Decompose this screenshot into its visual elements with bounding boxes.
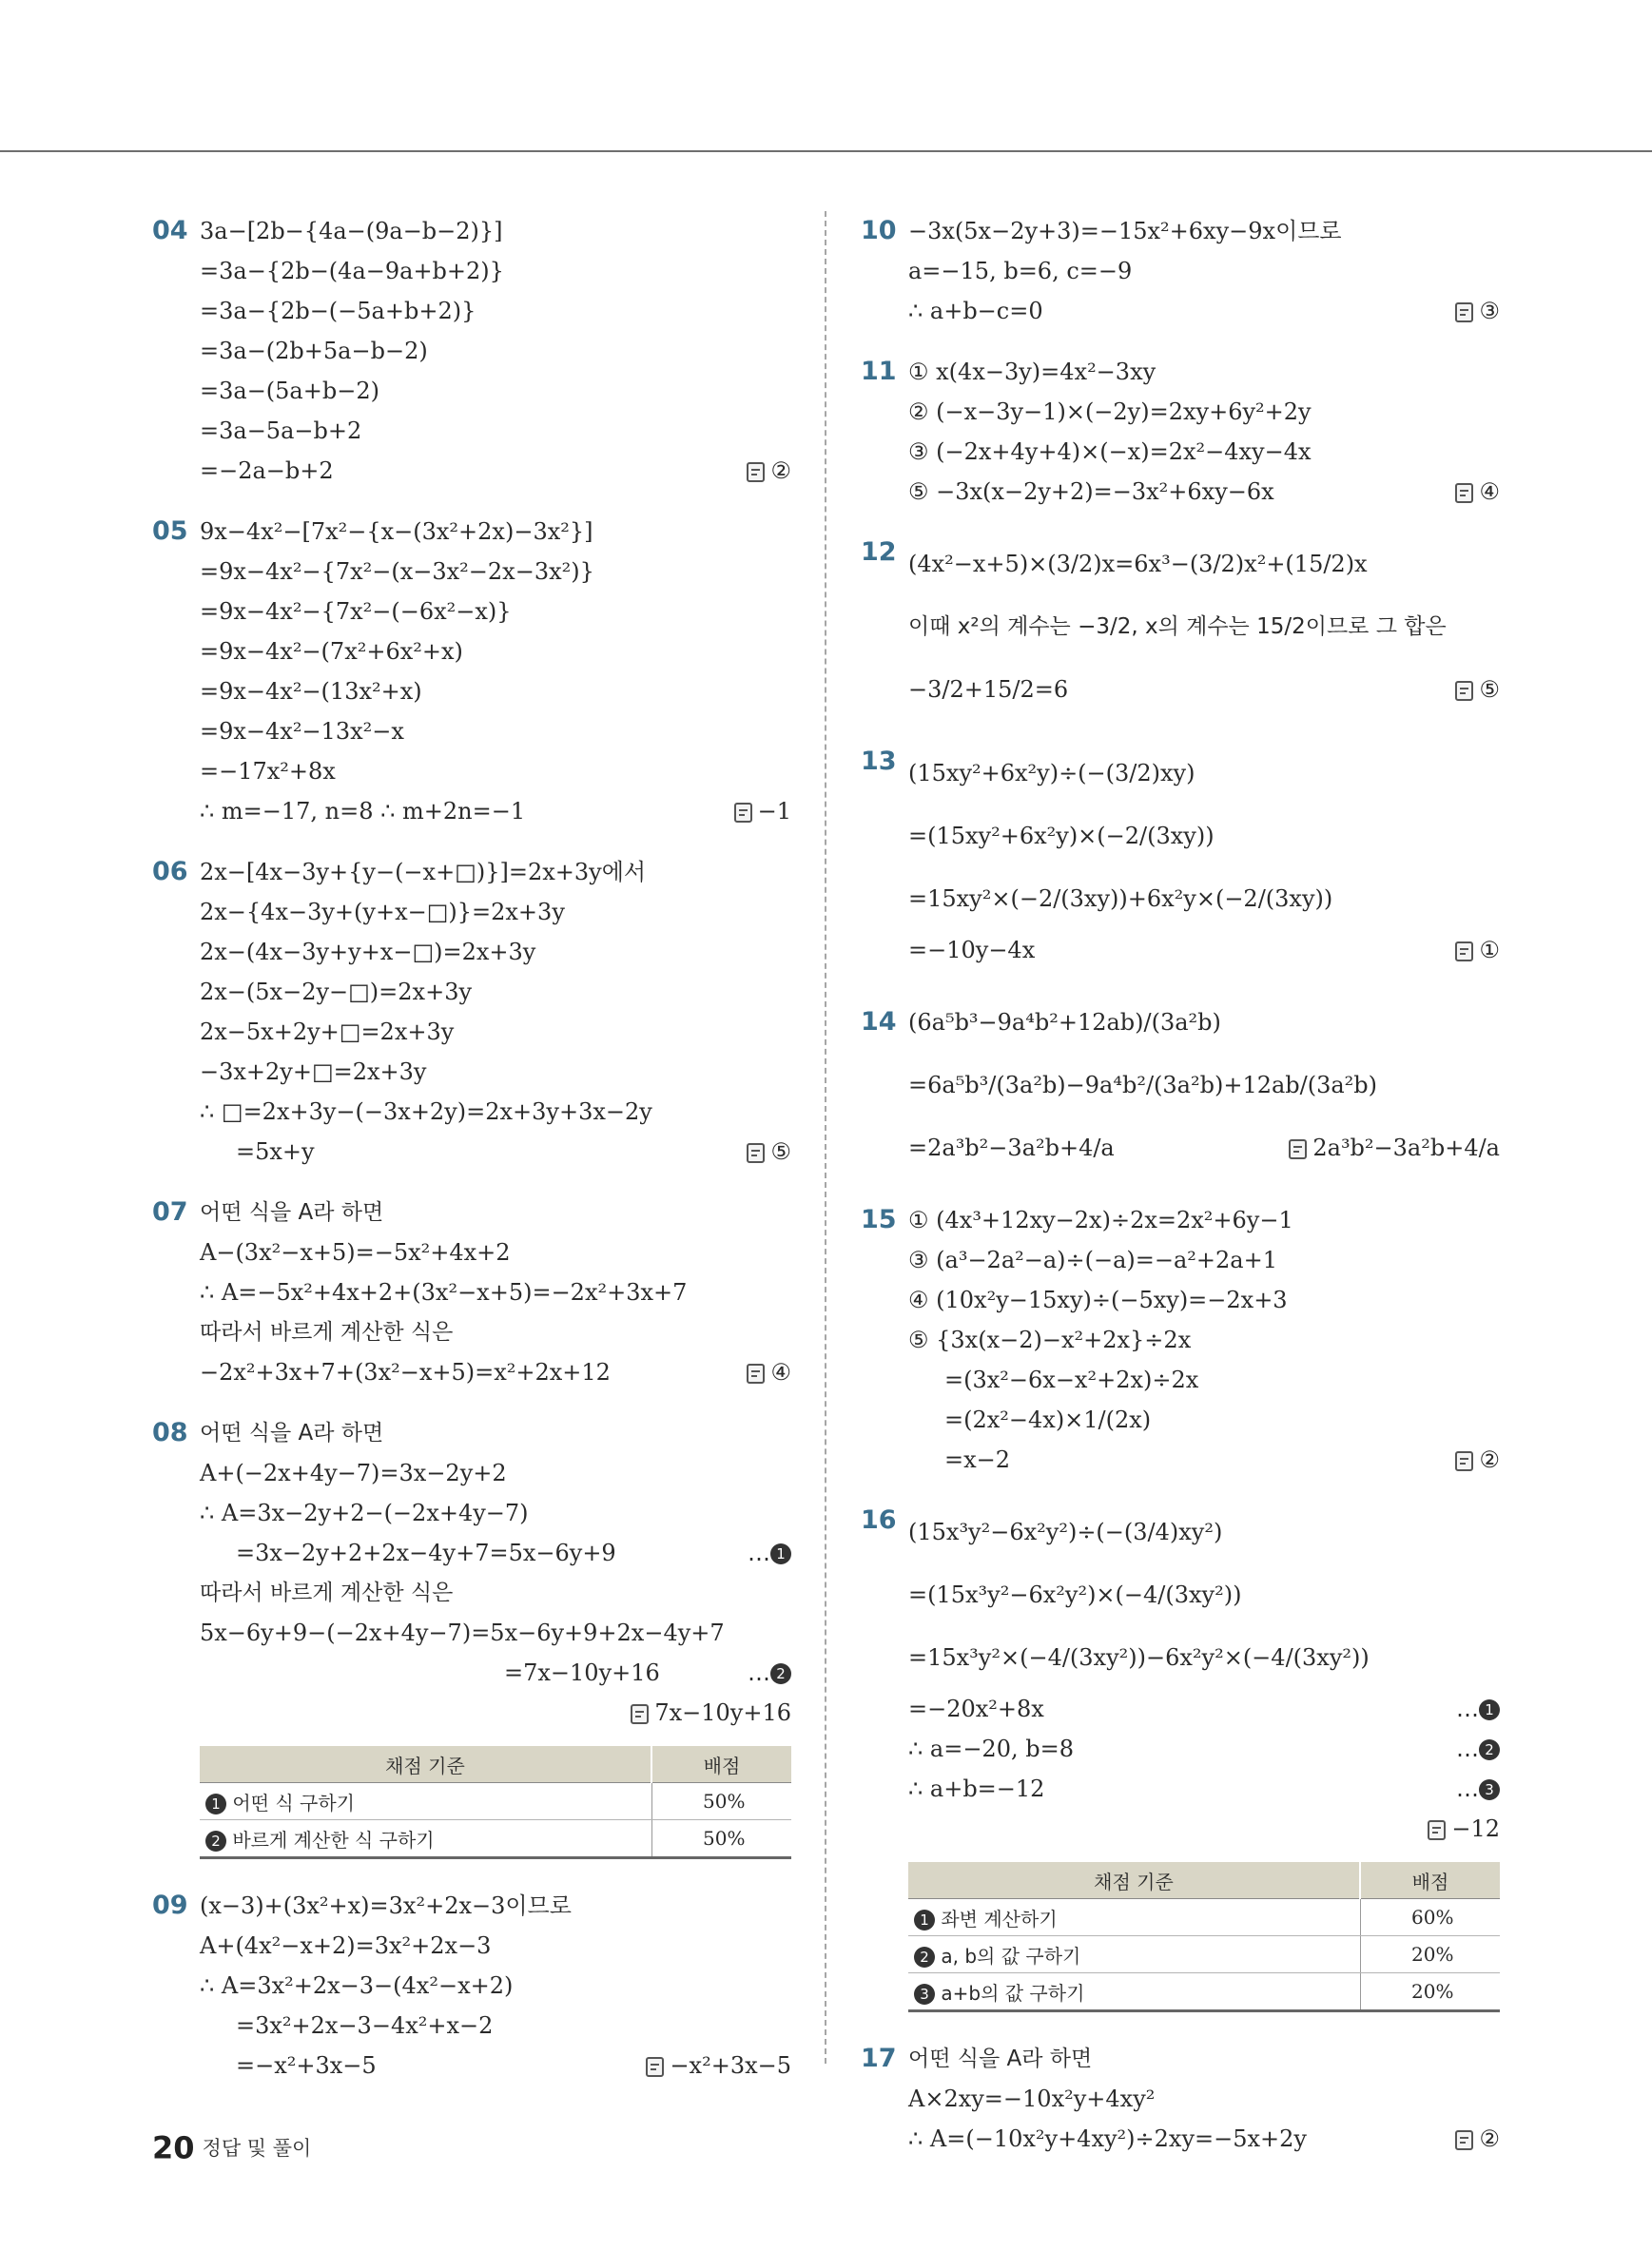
table-row: 1 어떤 식 구하기 50% — [200, 1783, 791, 1820]
solution-line: 2x−(4x−3y+y+x−□)=2x+3y — [200, 939, 536, 965]
solution-text: ∴ a+b=−12 — [908, 1776, 1045, 1802]
solution-line: (4x²−x+5)×(3/2)x=6x³−(3/2)x²+(15/2)x — [908, 551, 1368, 577]
solution-line: ∴ A=3x²+2x−3−(4x²−x+2) — [200, 1972, 514, 1999]
solution-text: =5x+y — [236, 1138, 315, 1165]
answer — [1289, 1116, 1500, 1179]
scoring-header-criteria: 채점 기준 — [200, 1746, 651, 1783]
solution-line — [908, 1689, 1500, 1729]
solution-line — [908, 2119, 1500, 2159]
solution-text: =−x²+3x−5 — [236, 2052, 377, 2079]
solution-line: =9x−4x²−13x²−x — [200, 718, 404, 745]
solution-line — [908, 1440, 1500, 1480]
solution-line: ③ (−2x+4y+4)×(−x)=2x²−4xy−4x — [908, 438, 1312, 465]
solution-line: =(2x²−4x)×1/(2x) — [944, 1407, 1152, 1433]
solution-line: (15x³y²−6x²y²)÷(−(3/4)xy²) — [908, 1519, 1223, 1545]
problem-number: 12 — [861, 537, 897, 567]
answer-icon — [646, 2057, 664, 2077]
problem-13 — [861, 742, 1500, 970]
problem-number: 14 — [861, 1007, 897, 1037]
solution-line: ① x(4x−3y)=4x²−3xy — [908, 359, 1156, 385]
solution-line: 2x−[4x−3y+{y−(−x+□)}]=2x+3y에서 — [200, 859, 647, 885]
solution-line: 5x−6y+9−(−2x+4y−7)=5x−6y+9+2x−4y+7 — [200, 1620, 725, 1646]
solution-line — [908, 472, 1500, 512]
step-2-icon: 2 — [914, 1947, 935, 1968]
solution-line: 2x−(5x−2y−□)=2x+3y — [200, 979, 473, 1005]
answer — [1455, 472, 1500, 512]
solution-line: ∴ A=−5x²+4x+2+(3x²−x+5)=−2x²+3x+7 — [200, 1279, 688, 1306]
page-footer — [152, 2128, 311, 2166]
solution-line: =3a−(5a+b−2) — [200, 378, 379, 404]
step-1-icon: 1 — [914, 1910, 935, 1931]
solution-line: 9x−4x²−[7x²−{x−(3x²+2x)−3x²}] — [200, 518, 593, 545]
answer-text: ⑤ — [770, 1138, 791, 1165]
problem-16 — [861, 1501, 1500, 2012]
problem-08 — [152, 1413, 791, 1859]
step-2-icon: 2 — [770, 1663, 791, 1684]
answer-text: ① — [1479, 937, 1500, 963]
answer-text: ③ — [1479, 298, 1500, 324]
solution-line: 2x−{4x−3y+(y+x−□)}=2x+3y — [200, 899, 565, 925]
solution-line: =3a−{2b−(−5a+b+2)} — [200, 298, 476, 324]
scoring-header-criteria: 채점 기준 — [908, 1862, 1360, 1899]
scoring-table — [200, 1746, 791, 1859]
answer-icon — [1455, 941, 1473, 961]
answer — [747, 1132, 791, 1172]
scoring-header-points: 배점 — [651, 1746, 791, 1783]
problem-number: 05 — [152, 516, 188, 546]
answer-icon — [1455, 1451, 1473, 1471]
problem-number: 07 — [152, 1197, 188, 1227]
solution-text: ∴ m=−17, n=8 ∴ m+2n=−1 — [200, 798, 526, 825]
solution-line: ⑤ {3x(x−2)−x²+2x}÷2x — [908, 1327, 1192, 1353]
answer-text: 2a³b²−3a²b+4/a — [1312, 1135, 1500, 1161]
scoring-header-points: 배점 — [1360, 1862, 1500, 1899]
solution-text: ∴ a+b−c=0 — [908, 298, 1043, 324]
solution-line: =3a−(2b+5a−b−2) — [200, 338, 428, 364]
problem-number: 08 — [152, 1418, 188, 1447]
table-row: 2 바르게 계산한 식 구하기 50% — [200, 1820, 791, 1858]
answer-text: ⑤ — [1479, 676, 1500, 703]
solution-line: A−(3x²−x+5)=−5x²+4x+2 — [200, 1239, 511, 1266]
solution-text: ⑤ −3x(x−2y+2)=−3x²+6xy−6x — [908, 478, 1274, 505]
solution-line: (6a⁵b³−9a⁴b²+12ab)/(3a²b) — [908, 1009, 1221, 1036]
problem-number: 17 — [861, 2044, 897, 2073]
solution-line: =9x−4x²−{7x²−(−6x²−x)} — [200, 598, 512, 625]
solution-line — [908, 1116, 1500, 1179]
problem-07 — [152, 1193, 791, 1392]
answer-icon — [1289, 1139, 1307, 1159]
answer — [646, 2046, 791, 2086]
answer-icon — [631, 1704, 649, 1724]
solution-line: =15x³y²×(−4/(3xy²))−6x²y²×(−4/(3xy²)) — [908, 1644, 1370, 1671]
answer — [1455, 2119, 1500, 2159]
footer-label: 정답 및 풀이 — [202, 2136, 312, 2160]
answer-icon — [747, 1364, 765, 1384]
solution-line: 따라서 바르게 계산한 식은 — [200, 1581, 454, 1605]
solution-line: =9x−4x²−(13x²+x) — [200, 678, 422, 705]
step-2-icon: 2 — [205, 1831, 226, 1852]
step-marker: … 1 — [1456, 1689, 1500, 1729]
problem-number: 15 — [861, 1205, 897, 1234]
solution-line: 어떤 식을 A라 하면 — [200, 1421, 384, 1446]
answer-text: 7x−10y+16 — [654, 1699, 791, 1726]
solution-text: =7x−10y+16 — [504, 1659, 660, 1686]
solution-text: =−2a−b+2 — [200, 457, 334, 484]
solution-line — [200, 1533, 791, 1573]
problem-06 — [152, 852, 791, 1172]
problem-number: 13 — [861, 747, 897, 776]
problem-number: 16 — [861, 1505, 897, 1535]
problem-12 — [861, 533, 1500, 721]
solution-line: =3a−5a−b+2 — [200, 417, 362, 444]
solution-line: a=−15, b=6, c=−9 — [908, 258, 1133, 284]
solution-line: ① (4x³+12xy−2x)÷2x=2x²+6y−1 — [908, 1207, 1293, 1233]
answer-text: −x²+3x−5 — [670, 2052, 791, 2079]
solution-line: ∴ □=2x+3y−(−3x+2y)=2x+3y+3x−2y — [200, 1098, 652, 1125]
answer — [631, 1693, 791, 1733]
step-1-icon: 1 — [1479, 1699, 1500, 1720]
answer-icon — [1455, 681, 1473, 701]
solution-line — [200, 791, 791, 831]
column-divider — [825, 211, 826, 2064]
solution-text: −2x²+3x+7+(3x²−x+5)=x²+2x+12 — [200, 1359, 611, 1386]
answer-text: −12 — [1451, 1815, 1500, 1842]
step-2-icon: 2 — [1479, 1739, 1500, 1760]
solution-line: =9x−4x²−(7x²+6x²+x) — [200, 638, 463, 665]
solution-line — [200, 1352, 791, 1392]
header-rule — [0, 150, 1652, 152]
answer-line — [200, 1693, 791, 1733]
step-1-icon: 1 — [205, 1794, 226, 1814]
solution-line: =3a−{2b−(4a−9a+b+2)} — [200, 258, 504, 284]
right-column — [861, 211, 1500, 2159]
answer-line — [908, 1809, 1500, 1849]
answer-icon — [1455, 302, 1473, 322]
answer-icon — [734, 803, 752, 823]
step-marker: … 2 — [1456, 1729, 1500, 1769]
answer — [1455, 291, 1500, 331]
answer-text: ② — [770, 457, 791, 484]
problem-number: 04 — [152, 216, 188, 245]
solution-line: =3x²+2x−3−4x²+x−2 — [236, 2012, 494, 2039]
answer — [1428, 1809, 1500, 1849]
solution-text: =−20x²+8x — [908, 1696, 1044, 1722]
solution-line — [200, 2046, 791, 2086]
solution-text: =x−2 — [944, 1446, 1011, 1473]
solution-line: 따라서 바르게 계산한 식은 — [200, 1320, 454, 1345]
answer-icon — [1455, 483, 1473, 503]
solution-line: A×2xy=−10x²y+4xy² — [908, 2086, 1156, 2112]
table-row: 2 a, b의 값 구하기 20% — [908, 1936, 1500, 1973]
solution-line: −3x(5x−2y+3)=−15x²+6xy−9x이므로 — [908, 218, 1342, 244]
step-marker: … 1 — [748, 1533, 791, 1573]
solution-line: 어떤 식을 A라 하면 — [908, 2047, 1093, 2071]
solution-text: =3x−2y+2+2x−4y+7=5x−6y+9 — [236, 1540, 616, 1566]
answer-text: −1 — [757, 798, 791, 825]
step-1-icon: 1 — [770, 1543, 791, 1564]
problem-17 — [861, 2039, 1500, 2159]
solution-line: =9x−4x²−{7x²−(x−3x²−2x−3x²)} — [200, 558, 594, 585]
answer-text: ② — [1479, 1446, 1500, 1473]
page-number: 20 — [152, 2129, 195, 2166]
problem-05 — [152, 512, 791, 831]
answer-text: ② — [1479, 2125, 1500, 2152]
solution-line: 이때 x²의 계수는 −3/2, x의 계수는 15/2이므로 그 합은 — [908, 614, 1447, 639]
answer — [747, 1352, 791, 1392]
answer-icon — [1455, 2130, 1473, 2150]
solution-line: ④ (10x²y−15xy)÷(−5xy)=−2x+3 — [908, 1287, 1288, 1313]
answer-icon — [1428, 1820, 1446, 1840]
solution-text: ∴ a=−20, b=8 — [908, 1736, 1074, 1762]
table-row: 1 좌변 계산하기 60% — [908, 1899, 1500, 1936]
step-3-icon: 3 — [914, 1984, 935, 2005]
problem-number: 09 — [152, 1891, 188, 1920]
solution-line: =(3x²−6x−x²+2x)÷2x — [944, 1367, 1199, 1393]
solution-line: 2x−5x+2y+□=2x+3y — [200, 1019, 455, 1045]
problem-09 — [152, 1886, 791, 2086]
answer-icon — [747, 462, 765, 482]
problem-number: 10 — [861, 216, 897, 245]
answer — [1455, 930, 1500, 970]
problem-04 — [152, 211, 791, 491]
solution-line: (15xy²+6x²y)÷(−(3/2)xy) — [908, 760, 1195, 786]
answer-text: ④ — [1479, 478, 1500, 505]
solution-line: A+(4x²−x+2)=3x²+2x−3 — [200, 1932, 492, 1959]
solution-line — [908, 930, 1500, 970]
step-marker: … 2 — [748, 1653, 791, 1693]
solution-text: ∴ A=(−10x²y+4xy²)÷2xy=−5x+2y — [908, 2125, 1307, 2152]
solution-line: 어떤 식을 A라 하면 — [200, 1200, 384, 1225]
answer-icon — [747, 1143, 765, 1163]
step-marker: … 3 — [1456, 1769, 1500, 1809]
solution-line: ③ (a³−2a²−a)÷(−a)=−a²+2a+1 — [908, 1247, 1277, 1273]
solution-text: =−10y−4x — [908, 937, 1036, 963]
solution-line: =(15x³y²−6x²y²)×(−4/(3xy²)) — [908, 1582, 1242, 1608]
step-3-icon: 3 — [1479, 1779, 1500, 1800]
problem-14 — [861, 991, 1500, 1179]
solution-line: =−17x²+8x — [200, 758, 336, 785]
problem-15 — [861, 1200, 1500, 1480]
solution-line: (x−3)+(3x²+x)=3x²+2x−3이므로 — [200, 1892, 572, 1919]
solution-line — [200, 451, 791, 491]
problem-number: 06 — [152, 857, 188, 886]
problem-number: 11 — [861, 357, 897, 386]
answer — [1455, 1440, 1500, 1480]
scoring-table — [908, 1862, 1500, 2012]
solution-line: A+(−2x+4y−7)=3x−2y+2 — [200, 1460, 507, 1486]
solution-line: ∴ A=3x−2y+2−(−2x+4y−7) — [200, 1500, 529, 1526]
solution-line — [908, 1769, 1500, 1809]
answer-text: ④ — [770, 1359, 791, 1386]
solution-line: =6a⁵b³/(3a²b)−9a⁴b²/(3a²b)+12ab/(3a²b) — [908, 1072, 1378, 1098]
answer — [1455, 658, 1500, 721]
solution-line — [908, 291, 1500, 331]
solution-line: =(15xy²+6x²y)×(−2/(3xy)) — [908, 823, 1215, 849]
table-row: 3 a+b의 값 구하기 20% — [908, 1973, 1500, 2011]
solution-text: =2a³b²−3a²b+4/a — [908, 1135, 1115, 1161]
solution-line: ② (−x−3y−1)×(−2y)=2xy+6y²+2y — [908, 398, 1312, 425]
solution-line: =15xy²×(−2/(3xy))+6x²y×(−2/(3xy)) — [908, 885, 1333, 912]
solution-line: 3a−[2b−{4a−(9a−b−2)}] — [200, 218, 503, 244]
solution-line — [908, 1729, 1500, 1769]
answer — [747, 451, 791, 491]
solution-line — [200, 1132, 791, 1172]
solution-line — [908, 658, 1500, 721]
problem-11 — [861, 352, 1500, 512]
solution-line: −3x+2y+□=2x+3y — [200, 1058, 427, 1085]
answer — [734, 791, 791, 831]
solution-text: −3/2+15/2=6 — [908, 676, 1069, 703]
problem-10 — [861, 211, 1500, 331]
solution-line — [200, 1653, 791, 1693]
left-column — [152, 211, 791, 2086]
